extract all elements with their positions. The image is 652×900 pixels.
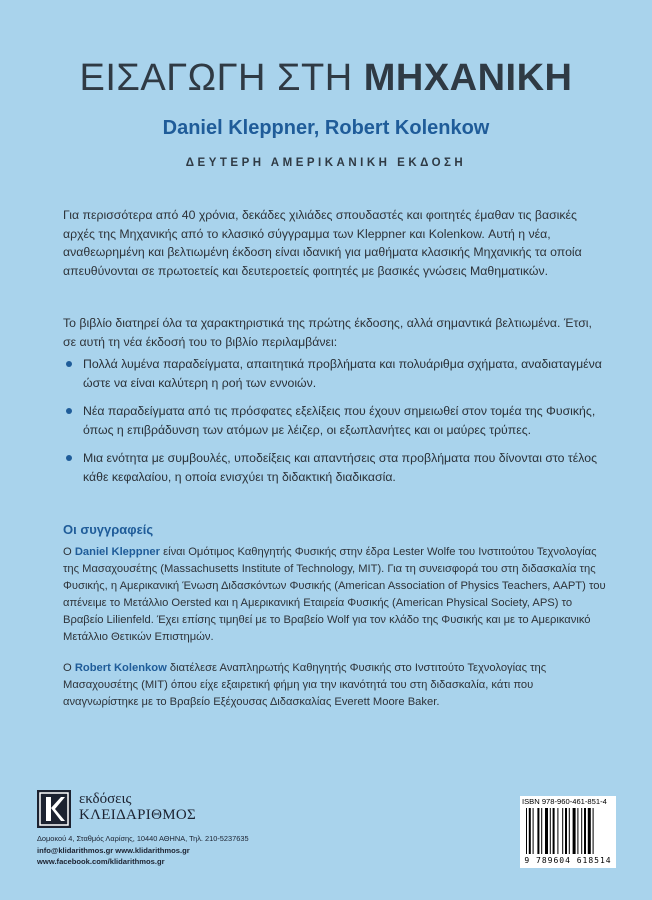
authors-line: Daniel Kleppner, Robert Kolenkow <box>162 117 490 139</box>
bio-prefix: Ο <box>63 662 75 674</box>
description-paragraph-1: Για περισσότερα από 40 χρόνια, δεκάδες χιλιάδες σπουδαστές και φοιτητές έμαθαν τις βασικές αρχές της Μηχανικής από το κλασικό σύγγραμμα των Kleppner και Kolenkow. Αυτή η νέα, αναθεωρημένη και βελτιωμένη έκδοση είναι ιδανική για μαθήματα κλασικής Μηχανικής τα οποία απευθύνονται σε πρωτοετείς και δευτεροετείς φοιτητές με βασικές γνώσεις Μαθηματικών. <box>63 208 582 278</box>
list-item-text: Πολλά λυμένα παραδείγματα, απαιτητικά προβλήματα και πολυάριθμα σχήματα, αναδιαταγμένα ώστε να είναι καλύτερη η ροή των εννοιών. <box>83 357 602 390</box>
publisher-name-line1: εκδόσεις <box>79 791 132 807</box>
bullet-icon <box>66 455 72 461</box>
author-bio-kolenkow <box>63 660 611 711</box>
bio-text: διατέλεσε Αναπληρωτής Καθηγητής Φυσικής στο Ινστιτούτο Τεχνολογίας της Μασαχουσέτης (MIT) όπου είχε εξαιρετική φήμη για την ικανότητά του στη διδασκαλία, κάτι που αναγνωρίστηκε με το Βραβείο Εξέχουσας Διδασκαλίας Everett Moore Baker. <box>63 662 547 708</box>
publisher-contact: info@klidarithmos.gr www.klidarithmos.gr <box>37 846 190 855</box>
title-bold: ΜΗΧΑΝΙΚΗ <box>363 57 573 99</box>
list-item <box>63 355 608 392</box>
barcode-number: 9 789604 618514 <box>524 856 612 865</box>
book-title <box>0 56 652 100</box>
feature-list <box>63 355 608 497</box>
publisher-address: Δομοκού 4, Σταθμός Λαρίσης, 10440 ΑΘΗΝΑ, Τηλ. 210-5237635 <box>37 834 249 843</box>
publisher-facebook: www.facebook.com/klidarithmos.gr <box>37 857 165 866</box>
isbn-label: ISBN 978-960-461-851-4 <box>522 797 607 806</box>
bullet-icon <box>66 361 72 367</box>
title-light: ΕΙΣΑΓΩΓΗ ΣΤΗ <box>79 57 353 99</box>
bio-prefix: Ο <box>63 546 75 558</box>
author-name: Daniel Kleppner <box>74 546 160 558</box>
bullet-icon <box>66 408 72 414</box>
bio-text: είναι Ομότιμος Καθηγητής Φυσικής στην έδρα Lester Wolfe του Ινστιτούτου Τεχνολογίας της Μασαχουσέτης (Massachusetts Institute of Technology, MIT). Για τη συνεισφορά του στη διδασκαλία της Φυσικής, η Αμερικανική Ένωση Διδασκόντων Φυσικής (American Association of Physics Teachers, AAPT) του απένειμε το Μετάλλιο Oersted και η Αμερικανική Εταιρεία Φυσικής (American Physical Society, APS) το Βραβείο Lilienfeld. Έχει επίσης τιμηθεί με το Βραβείο Wolf για τον κλάδο της Φυσικής και με το Αμερικανικό Μετάλλιο Θετικών Επιστημών. <box>63 546 606 643</box>
list-item <box>63 449 608 486</box>
publisher-logo-icon <box>37 790 71 828</box>
list-item-text: Μια ενότητα με συμβουλές, υποδείξεις και απαντήσεις στα προβλήματα που δίνονται στο τέλος κάθε κεφαλαίου, η οποία ενισχύει τη διδακτική διαδικασία. <box>83 451 598 484</box>
list-item-text: Νέα παραδείγματα από τις πρόσφατες εξελίξεις που έχουν σημειωθεί στον τομέα της Φυσικής, όπως η επιβράδυνση των ατόμων με λέιζερ, οι εξωπλανήτες και οι μαύρες τρύπες. <box>83 404 596 437</box>
author-bio-kleppner <box>63 544 611 646</box>
list-item <box>63 402 608 439</box>
author-name: Robert Kolenkow <box>74 662 167 674</box>
barcode-icon <box>524 808 612 856</box>
publisher-name-line2: ΚΛΕΙΔΑΡΙΘΜΟΣ <box>79 807 197 823</box>
edition-label: ΔΕΥΤΕΡΗ ΑΜΕΡΙΚΑΝΙΚΗ ΕΚΔΟΣΗ <box>185 157 467 169</box>
authors-heading: Οι συγγραφείς <box>63 522 154 537</box>
isbn-barcode-block <box>520 796 616 868</box>
description-paragraph-2: Το βιβλίο διατηρεί όλα τα χαρακτηριστικά της πρώτης έκδοσης, αλλά σημαντικά βελτιωμένα. Έτσι, σε αυτή τη νέα έκδοσή του το βιβλίο περιλαμβάνει: <box>63 316 592 349</box>
